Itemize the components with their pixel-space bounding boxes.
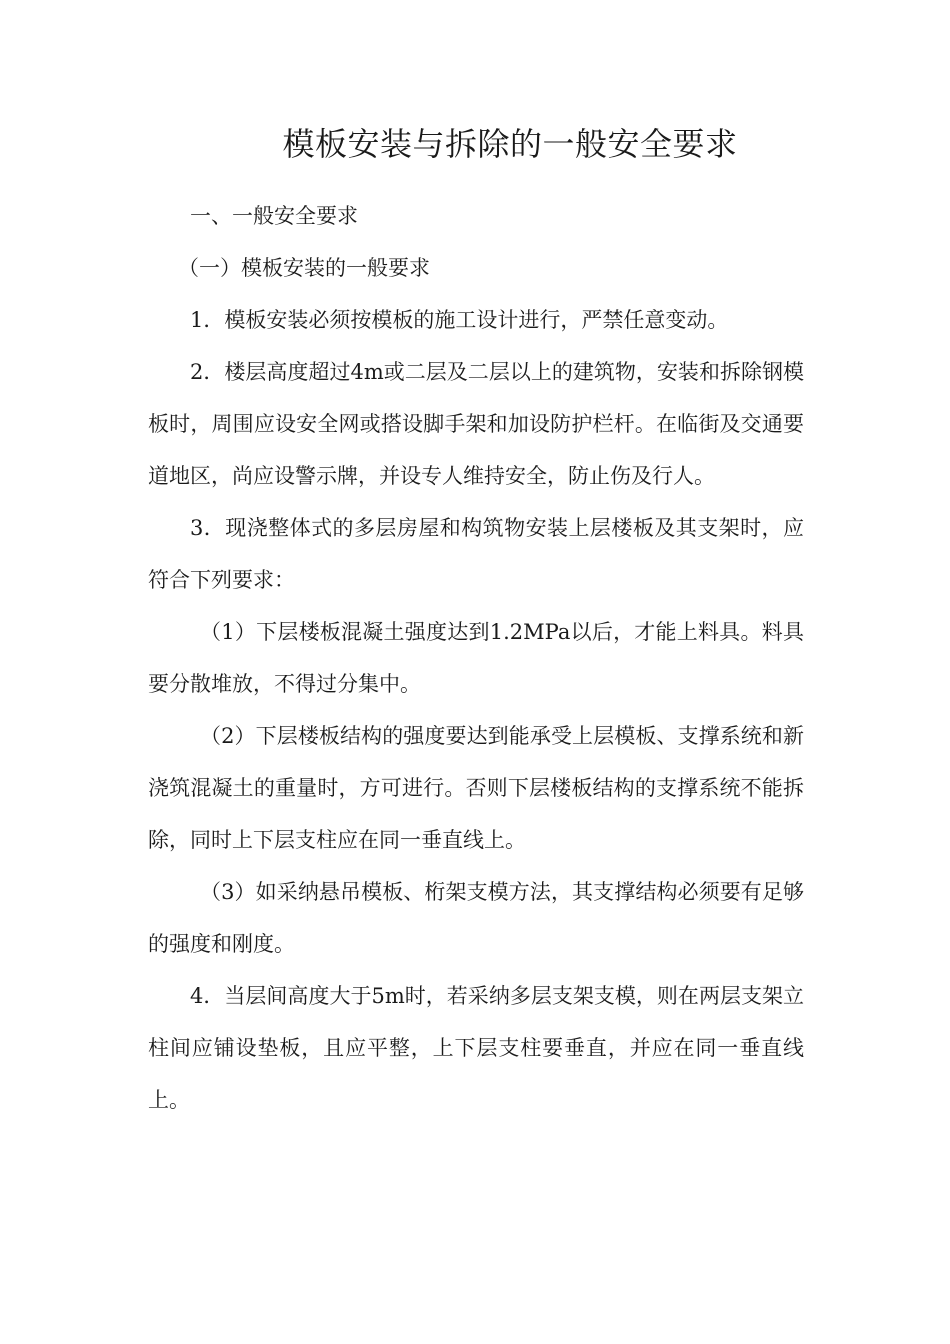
paragraph-item-2: 2．楼层高度超过4m或二层及二层以上的建筑物，安装和拆除钢模板时，周围应设安全网或搭设脚手架和加设防护栏杆。在临街及交通要道地区，尚应设警示牌，并设专人维持安全，防止伤及行人。	[148, 360, 804, 488]
subsection-heading: （一）模板安装的一般要求	[178, 256, 430, 280]
paragraph-subitem-3: （3）如采纳悬吊模板、桁架支模方法，其支撑结构必须要有足够的强度和刚度。	[148, 880, 804, 956]
document-title: 模板安装与拆除的一般安全要求	[282, 125, 738, 163]
section-heading: 一、一般安全要求	[190, 204, 358, 228]
paragraph-item-4: 4．当层间高度大于5m时，若采纳多层支架支模，则在两层支架立柱间应铺设垫板，且应平整，上下层支柱要垂直，并应在同一垂直线上。	[148, 984, 804, 1112]
paragraph-subitem-1: （1）下层楼板混凝土强度达到1.2MPa以后，才能上料具。料具要分散堆放，不得过分集中。	[148, 620, 804, 696]
document-body	[148, 190, 804, 1126]
paragraph-item-3: 3．现浇整体式的多层房屋和构筑物安装上层楼板及其支架时，应符合下列要求：	[148, 516, 804, 592]
paragraph-subitem-2: （2）下层楼板结构的强度要达到能承受上层模板、支撑系统和新浇筑混凝土的重量时，方可进行。否则下层楼板结构的支撑系统不能拆除，同时上下层支柱应在同一垂直线上。	[148, 724, 804, 852]
paragraph-item-1: 1．模板安装必须按模板的施工设计进行，严禁任意变动。	[190, 308, 729, 332]
